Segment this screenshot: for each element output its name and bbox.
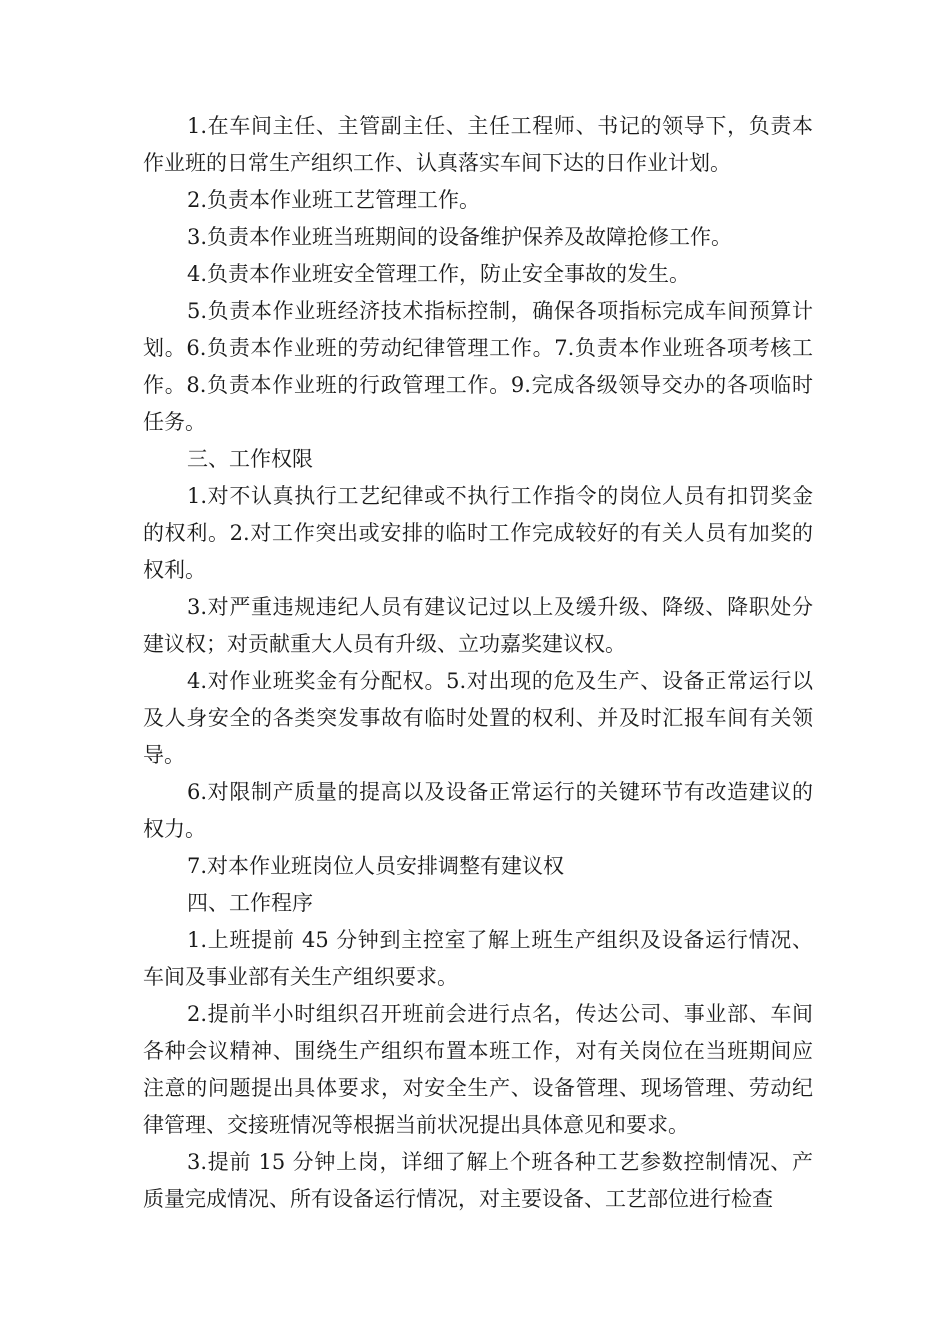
paragraph: 4.负责本作业班安全管理工作，防止安全事故的发生。 xyxy=(187,262,691,286)
section-heading: 四、工作程序 xyxy=(187,891,313,915)
paragraph: 3.提前 15 分钟上岗，详细了解上个班各种工艺参数控制情况、产质量完成情况、所有设备运行情况，对主要设备、工艺部位进行检查 xyxy=(143,1150,813,1211)
section-heading: 三、工作权限 xyxy=(187,447,313,471)
paragraph: 3.负责本作业班当班期间的设备维护保养及故障抢修工作。 xyxy=(187,225,733,249)
paragraph: 3.对严重违规违纪人员有建议记过以上及缓升级、降级、降职处分建议权；对贡献重大人员有升级、立功嘉奖建议权。 xyxy=(143,595,813,656)
paragraph: 7.对本作业班岗位人员安排调整有建议权 xyxy=(187,854,565,878)
paragraph: 6.对限制产质量的提高以及设备正常运行的关键环节有改造建议的权力。 xyxy=(143,780,813,841)
document-body xyxy=(143,108,813,1218)
paragraph: 2.负责本作业班工艺管理工作。 xyxy=(187,188,481,212)
paragraph: 4.对作业班奖金有分配权。5.对出现的危及生产、设备正常运行以及人身安全的各类突发事故有临时处置的权利、并及时汇报车间有关领导。 xyxy=(143,669,813,767)
paragraph: 1.上班提前 45 分钟到主控室了解上班生产组织及设备运行情况、车间及事业部有关生产组织要求。 xyxy=(143,928,813,989)
paragraph: 2.提前半小时组织召开班前会进行点名，传达公司、事业部、车间各种会议精神、围绕生产组织布置本班工作，对有关岗位在当班期间应注意的问题提出具体要求，对安全生产、设备管理、现场管理、劳动纪律管理、交接班情况等根据当前状况提出具体意见和要求。 xyxy=(143,1002,813,1137)
paragraph: 1.对不认真执行工艺纪律或不执行工作指令的岗位人员有扣罚奖金的权利。2.对工作突出或安排的临时工作完成较好的有关人员有加奖的权利。 xyxy=(143,484,813,582)
paragraph: 1.在车间主任、主管副主任、主任工程师、书记的领导下，负责本作业班的日常生产组织工作、认真落实车间下达的日作业计划。 xyxy=(143,114,813,175)
paragraph: 5.负责本作业班经济技术指标控制，确保各项指标完成车间预算计划。6.负责本作业班的劳动纪律管理工作。7.负责本作业班各项考核工作。8.负责本作业班的行政管理工作。9.完成各级领导交办的各项临时任务。 xyxy=(143,299,813,434)
